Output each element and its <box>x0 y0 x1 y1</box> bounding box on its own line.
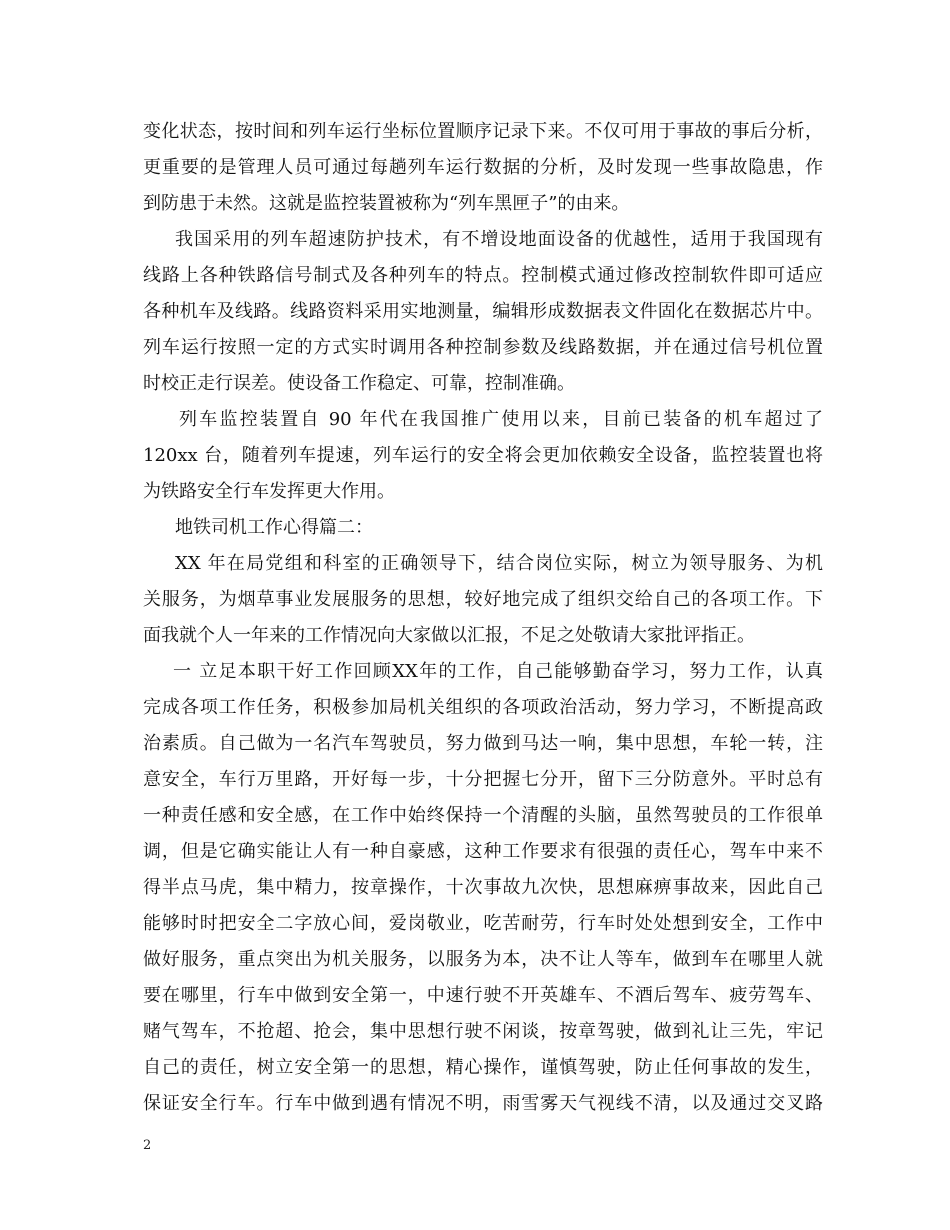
text-line: 面我就个人一年来的工作情况向大家做以汇报，不足之处敬请大家批评指正。 <box>143 625 755 646</box>
text-line: 要在哪里，行车中做到安全第一，中速行驶不开英雄车、不酒后驾车、疲劳驾车、 <box>143 985 823 1006</box>
text-line: 完成各项工作任务，积极参加局机关组织的各项政治活动，努力学习，不断提高政 <box>143 697 823 718</box>
text-line: 关服务，为烟草事业发展服务的思想，较好地完成了组织交给自己的各项工作。下 <box>143 589 823 610</box>
text-line: 我国采用的列车超速防护技术，有不增设地面设备的优越性，适用于我国现有 <box>175 229 823 250</box>
text-line: 做好服务，重点突出为机关服务，以服务为本，决不让人等车，做到车在哪里人就 <box>143 949 823 970</box>
text-line: 治素质。自己做为一名汽车驾驶员，努力做到马达一响，集中思想，车轮一转，注 <box>143 733 823 754</box>
text-line: 时校正走行误差。使设备工作稳定、可靠，控制准确。 <box>143 373 575 394</box>
text-line: 得半点马虎，集中精力，按章操作，十次事故九次快，思想麻痹事故来，因此自己 <box>143 877 823 898</box>
text-line: 列车运行按照一定的方式实时调用各种控制参数及线路数据，并在通过信号机位置 <box>143 337 823 358</box>
text-line: 一种责任感和安全感，在工作中始终保持一个清醒的头脑，虽然驾驶员的工作很单 <box>143 805 823 826</box>
text-line: 保证安全行车。行车中做到遇有情况不明，雨雪雾天气视线不清，以及通过交叉路 <box>143 1093 823 1114</box>
text-line: 120xx 台，随着列车提速，列车运行的安全将会更加依赖安全设备，监控装置也将 <box>143 445 823 466</box>
section-heading: 地铁司机工作心得篇二： <box>175 517 373 538</box>
text-line: 自己的责任，树立安全第一的思想，精心操作，谨慎驾驶，防止任何事故的发生， <box>143 1057 823 1078</box>
text-line: 赌气驾车，不抢超、抢会，集中思想行驶不闲谈，按章驾驶，做到礼让三先，牢记 <box>143 1021 823 1042</box>
text-line: 更重要的是管理人员可通过每趟列车运行数据的分析，及时发现一些事故隐患，作 <box>143 157 823 178</box>
text-line: 能够时时把安全二字放心间，爱岗敬业，吃苦耐劳，行车时处处想到安全，工作中 <box>143 913 823 934</box>
text-line: 到防患于未然。这就是监控装置被称为“列车黑匣子”的由来。 <box>143 193 630 214</box>
text-line: 各种机车及线路。线路资料采用实地测量，编辑形成数据表文件固化在数据芯片中。 <box>143 301 823 322</box>
text-line: 变化状态，按时间和列车运行坐标位置顺序记录下来。不仅可用于事故的事后分析， <box>143 121 823 142</box>
page-number: 2 <box>143 1138 152 1153</box>
text-line: 列车监控装置自 90 年代在我国推广使用以来，目前已装备的机车超过了 <box>179 409 823 430</box>
text-line: 线路上各种铁路信号制式及各种列车的特点。控制模式通过修改控制软件即可适应 <box>143 265 823 286</box>
text-line: 为铁路安全行车发挥更大作用。 <box>143 481 395 502</box>
text-line: 调，但是它确实能让人有一种自豪感，这种工作要求有很强的责任心，驾车中来不 <box>143 841 823 862</box>
text-line: 一 立足本职干好工作回顾XX年的工作，自己能够勤奋学习，努力工作，认真 <box>173 661 823 682</box>
text-line: 意安全，车行万里路，开好每一步，十分把握七分开，留下三分防意外。平时总有 <box>143 769 823 790</box>
text-line: XX 年在局党组和科室的正确领导下，结合岗位实际，树立为领导服务、为机 <box>175 553 823 574</box>
